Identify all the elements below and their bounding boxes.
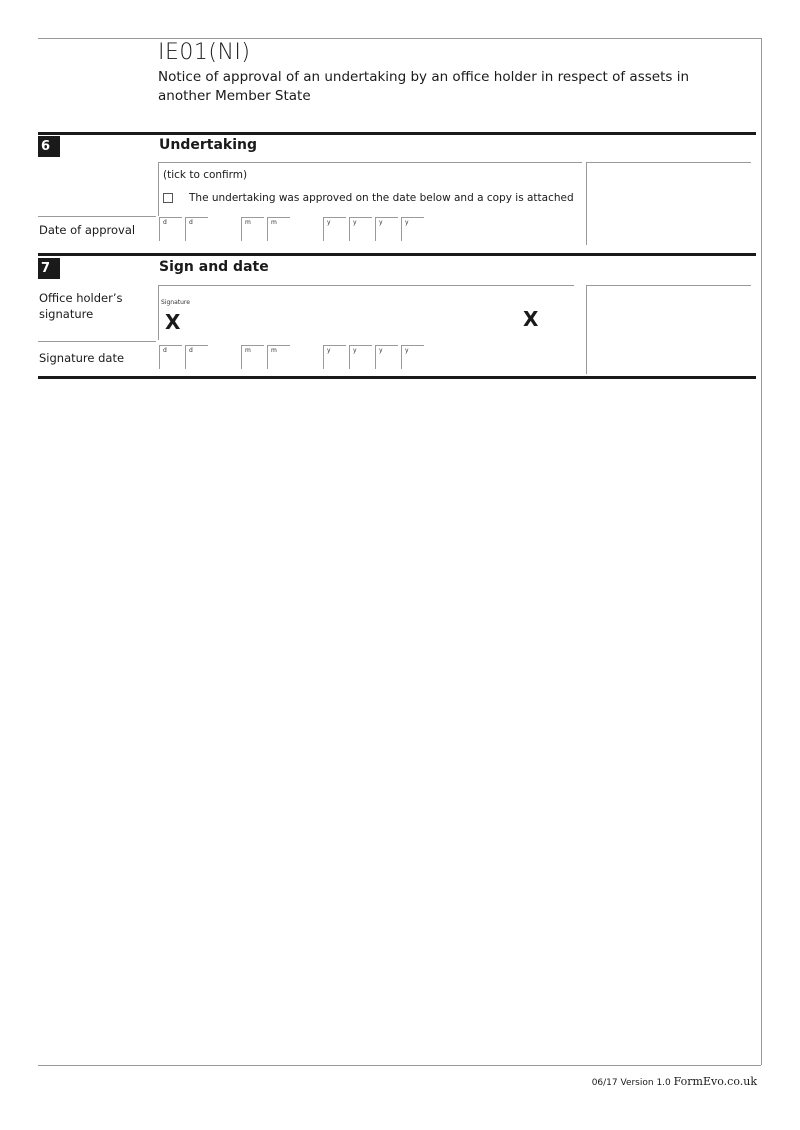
undertaking-checkbox[interactable] — [163, 193, 173, 203]
signature-date-m2[interactable] — [267, 345, 290, 369]
date-of-approval-label-line — [38, 216, 156, 217]
approval-date-y1[interactable] — [323, 217, 346, 241]
approval-date-y3[interactable] — [375, 217, 398, 241]
box-hint: d — [163, 219, 167, 226]
box-hint: m — [271, 347, 277, 354]
signature-date-y2[interactable] — [349, 345, 372, 369]
section-6-side-left — [586, 162, 587, 245]
tick-hint: (tick to confirm) — [163, 169, 248, 181]
approval-date-y4[interactable] — [401, 217, 424, 241]
form-title: Notice of approval of an undertaking by an office holder in respect of assets in another Member State — [158, 69, 689, 104]
approval-date-m2[interactable] — [267, 217, 290, 241]
box-hint: y — [379, 347, 383, 354]
box-hint: y — [379, 219, 383, 226]
section-7-rule — [38, 253, 756, 256]
signature-date-y3[interactable] — [375, 345, 398, 369]
section-7-end-rule — [38, 376, 756, 379]
box-hint: m — [271, 219, 277, 226]
bottom-border — [38, 1065, 761, 1066]
section-6-number: 6 — [38, 136, 60, 157]
signature-date-m1[interactable] — [241, 345, 264, 369]
brand-text: FormEvo.co.uk — [673, 1075, 757, 1088]
footer — [592, 1075, 757, 1088]
approval-date-d1[interactable] — [159, 217, 182, 241]
signature-x-right: X — [523, 307, 539, 331]
approval-date-d2[interactable] — [185, 217, 208, 241]
top-border — [38, 38, 761, 39]
signature-date-d2[interactable] — [185, 345, 208, 369]
section-6-title: Undertaking — [159, 137, 257, 153]
section-6-rule — [38, 132, 756, 135]
box-hint: d — [189, 347, 193, 354]
box-hint: d — [189, 219, 193, 226]
signature-field-caption: Signature — [161, 299, 190, 306]
box-hint: y — [353, 347, 357, 354]
signature-date-label: Signature date — [39, 351, 125, 365]
section-7-side-left — [586, 285, 587, 374]
signature-x-left: X — [165, 310, 181, 334]
right-border — [761, 38, 762, 1065]
box-hint: y — [327, 347, 331, 354]
signature-date-y1[interactable] — [323, 345, 346, 369]
section-7-number: 7 — [38, 258, 60, 279]
box-hint: y — [327, 219, 331, 226]
section-6-side-top — [586, 162, 751, 163]
signature-label: Office holder’s signature — [39, 291, 123, 321]
signature-date-y4[interactable] — [401, 345, 424, 369]
checkbox-text: The undertaking was approved on the date below and a copy is attached — [189, 192, 574, 204]
signature-date-d1[interactable] — [159, 345, 182, 369]
section-7-title: Sign and date — [159, 259, 269, 275]
approval-date-y2[interactable] — [349, 217, 372, 241]
box-hint: m — [245, 219, 251, 226]
approval-date-m1[interactable] — [241, 217, 264, 241]
date-of-approval-label: Date of approval — [39, 223, 136, 237]
version-text: 06/17 Version 1.0 — [591, 1078, 671, 1088]
section-7-side-top — [586, 285, 751, 286]
signature-date-label-line — [38, 341, 156, 342]
section-6-field-top — [158, 162, 582, 163]
box-hint: m — [245, 347, 251, 354]
box-hint: y — [405, 219, 409, 226]
form-code: IE01(NI) — [158, 40, 251, 65]
signature-field[interactable] — [159, 286, 573, 339]
box-hint: y — [405, 347, 409, 354]
box-hint: y — [353, 219, 357, 226]
section-6-field-left — [158, 162, 159, 216]
box-hint: d — [163, 347, 167, 354]
